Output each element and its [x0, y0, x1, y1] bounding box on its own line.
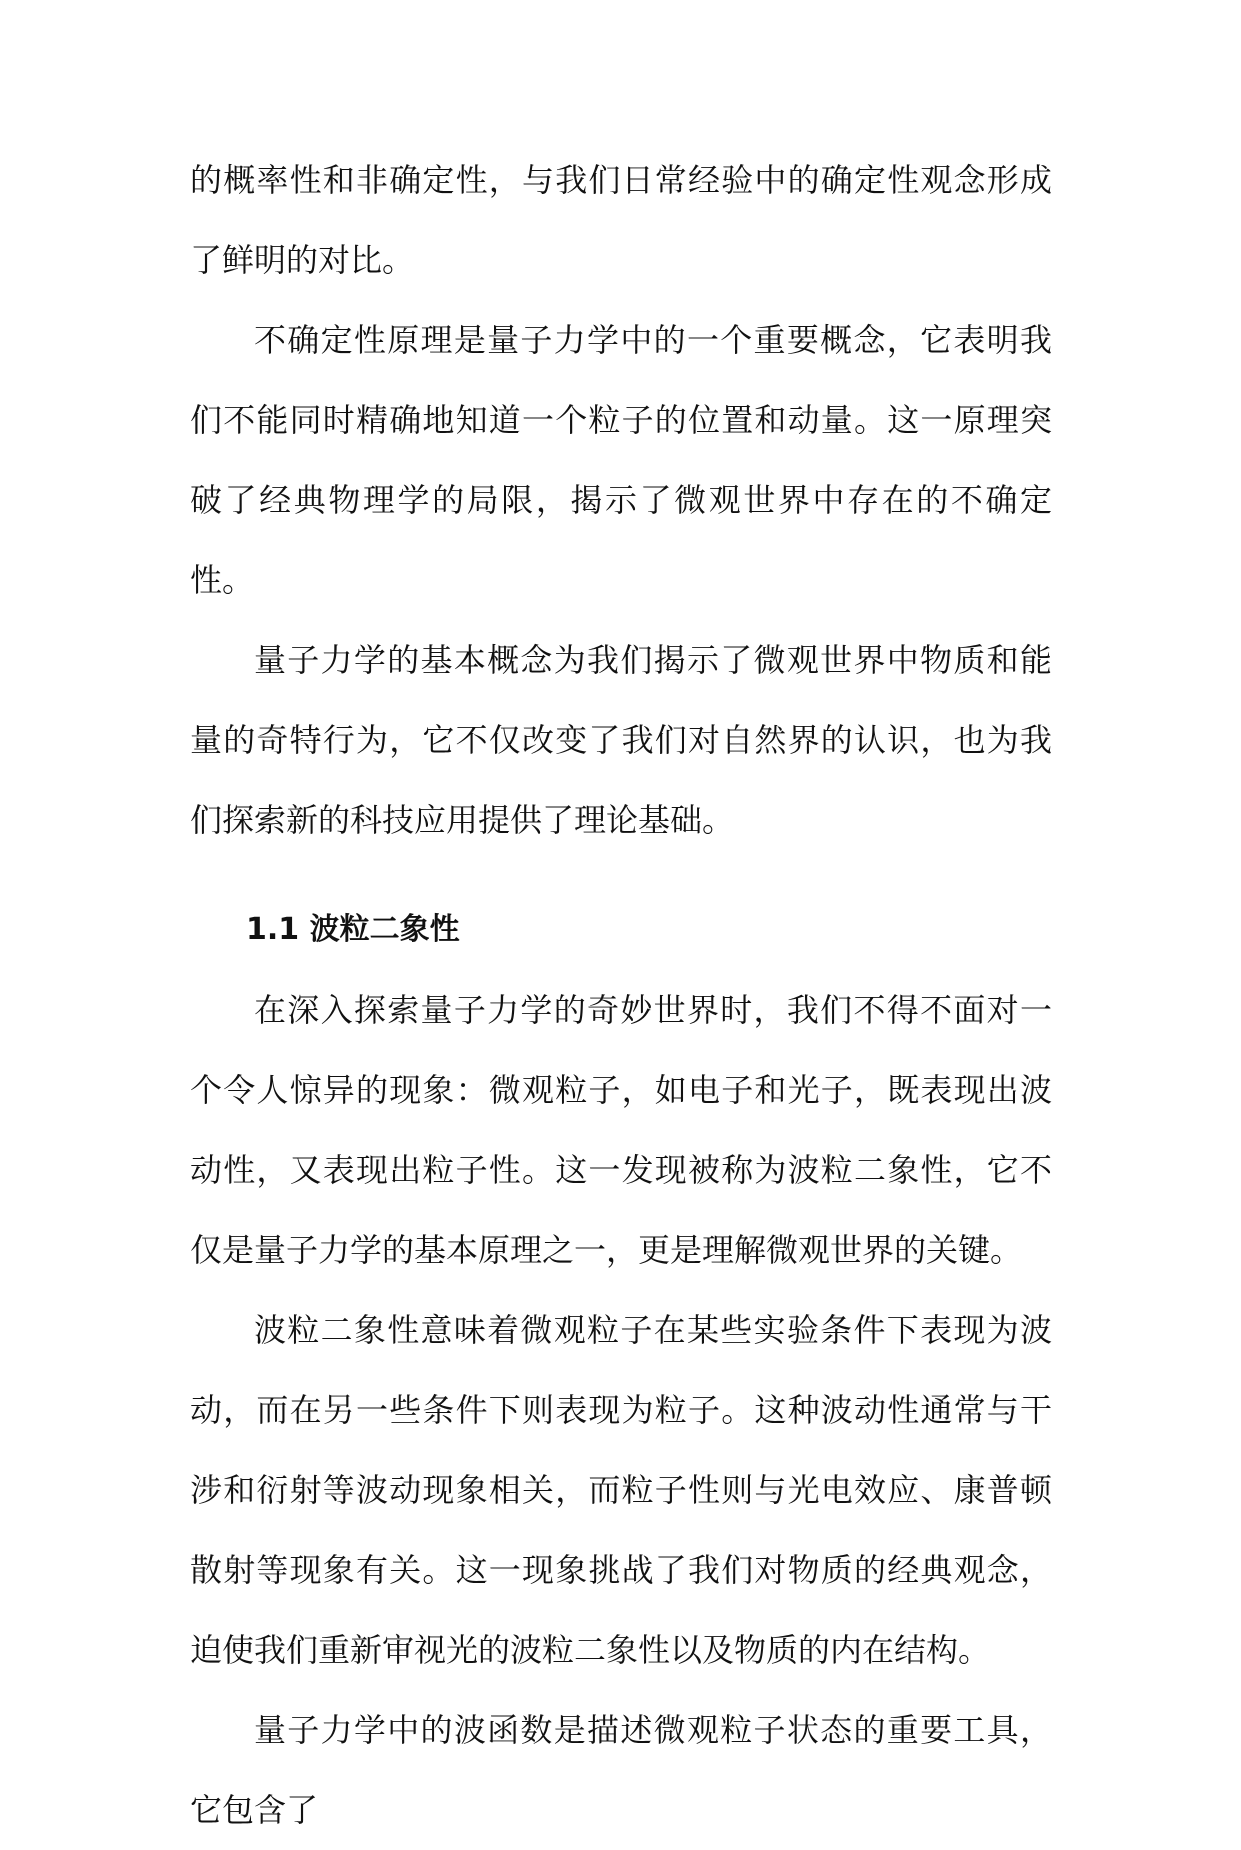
document-body [190, 140, 1052, 1850]
paragraph-wave-particle-meaning: 波粒二象性意味着微观粒子在某些实验条件下表现为波动，而在另一些条件下则表现为粒子。这种波动性通常与干涉和衍射等波动现象相关，而粒子性则与光电效应、康普顿散射等现象有关。这一现象挑战了我们对物质的经典观念，迫使我们重新审视光的波粒二象性以及物质的内在结构。 [190, 1311, 1052, 1669]
paragraph-basic-concepts: 量子力学的基本概念为我们揭示了微观世界中物质和能量的奇特行为，它不仅改变了我们对自然界的认识，也为我们探索新的科技应用提供了理论基础。 [190, 641, 1052, 839]
paragraph-wave-function: 量子力学中的波函数是描述微观粒子状态的重要工具，它包含了 [190, 1711, 1052, 1829]
paragraph-wave-particle-intro: 在深入探索量子力学的奇妙世界时，我们不得不面对一个令人惊异的现象：微观粒子，如电子和光子，既表现出波动性，又表现出粒子性。这一发现被称为波粒二象性，它不仅是量子力学的基本原理之一，更是理解微观世界的关键。 [190, 991, 1052, 1269]
paragraph-continuation: 的概率性和非确定性，与我们日常经验中的确定性观念形成了鲜明的对比。 [190, 161, 1052, 279]
section-heading: 1.1 波粒二象性 [246, 912, 460, 947]
paragraph-uncertainty-principle: 不确定性原理是量子力学中的一个重要概念，它表明我们不能同时精确地知道一个粒子的位置和动量。这一原理突破了经典物理学的局限，揭示了微观世界中存在的不确定性。 [190, 321, 1052, 599]
